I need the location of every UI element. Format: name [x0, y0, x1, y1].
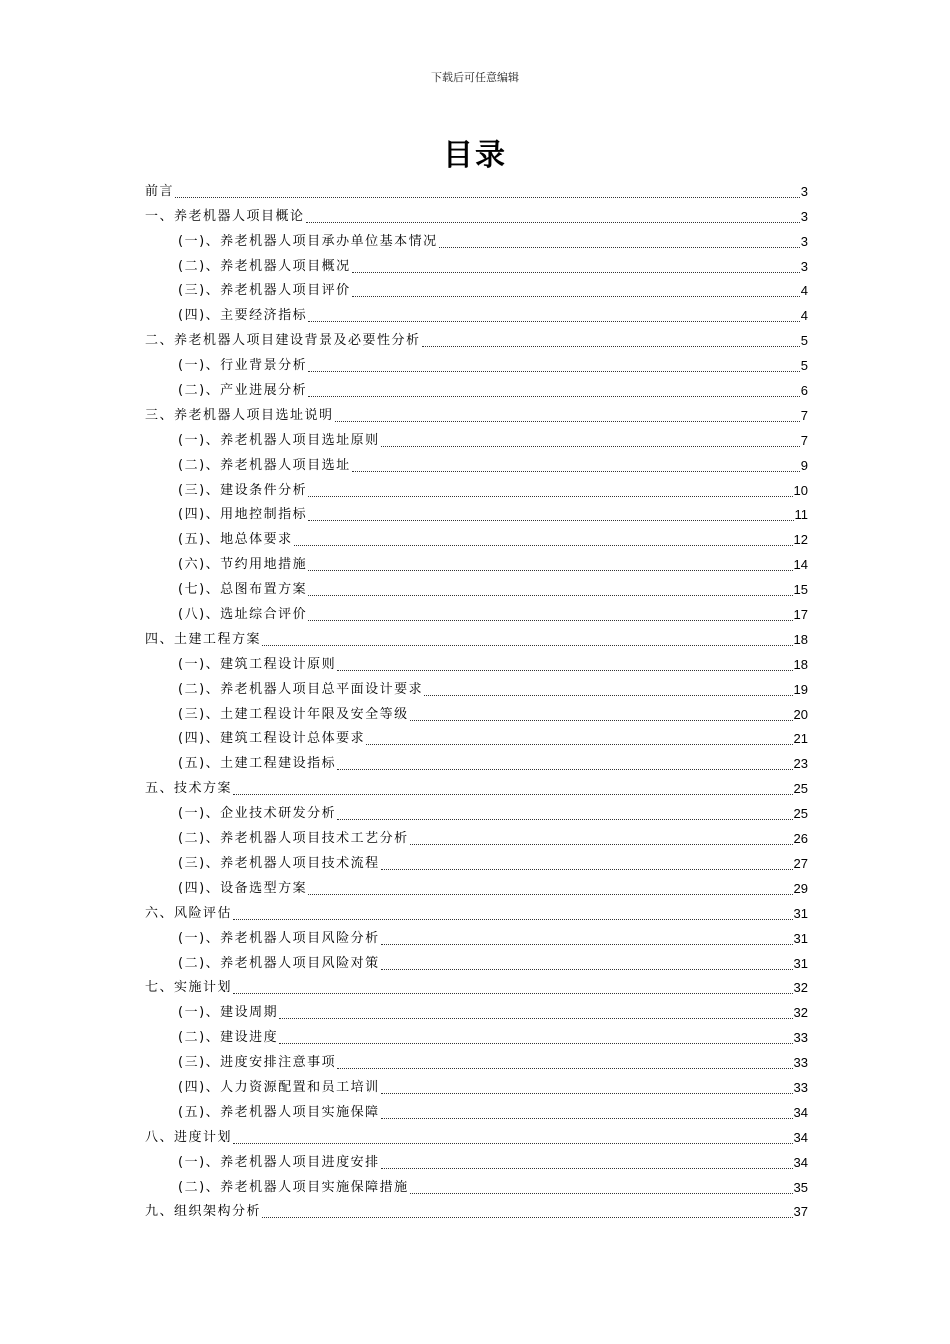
toc-entry-page-number: 25 [793, 781, 808, 797]
toc-entry[interactable] [145, 176, 808, 201]
toc-dot-leader [308, 506, 793, 521]
toc-entry-page-number: 3 [800, 183, 808, 199]
toc-entry-title: (四)、人力资源配置和员工培训 [178, 1079, 380, 1095]
toc-entry[interactable] [145, 425, 808, 450]
toc-entry[interactable] [145, 823, 808, 848]
toc-entry-title: (二)、养老机器人项目实施保障措施 [178, 1179, 409, 1195]
toc-dot-leader [337, 1054, 792, 1069]
toc-entry-page-number: 34 [793, 1104, 808, 1120]
toc-dot-leader [410, 830, 793, 845]
toc-entry[interactable] [145, 1072, 808, 1097]
toc-entry-title: (一)、养老机器人项目进度安排 [178, 1154, 380, 1170]
toc-entry[interactable] [145, 276, 808, 301]
toc-entry-page-number: 7 [800, 432, 808, 448]
toc-entry-title: (二)、产业进展分析 [178, 383, 308, 399]
toc-entry-title: 一、养老机器人项目概论 [145, 208, 305, 224]
toc-entry-title: (八)、选址综合评价 [178, 607, 308, 623]
toc-entry-title: (四)、建筑工程设计总体要求 [178, 731, 366, 747]
toc-entry-title: (五)、养老机器人项目实施保障 [178, 1104, 380, 1120]
toc-entry[interactable] [145, 375, 808, 400]
toc-entry-title: 四、土建工程方案 [145, 631, 262, 647]
toc-entry[interactable] [145, 1172, 808, 1197]
toc-entry-title: (一)、建筑工程设计原则 [178, 656, 337, 672]
toc-dot-leader [308, 482, 792, 497]
toc-entry-page-number: 33 [793, 1030, 808, 1046]
toc-entry[interactable] [145, 400, 808, 425]
toc-entry-page-number: 34 [793, 1154, 808, 1170]
toc-entry-title: (一)、企业技术研发分析 [178, 806, 337, 822]
toc-entry-page-number: 23 [793, 756, 808, 772]
toc-entry-page-number: 18 [793, 656, 808, 672]
toc-entry-title: (一)、养老机器人项目承办单位基本情况 [178, 233, 438, 249]
toc-dot-leader [337, 805, 792, 820]
toc-entry[interactable] [145, 475, 808, 500]
toc-dot-leader [308, 606, 792, 621]
toc-entry-title: (一)、养老机器人项目风险分析 [178, 930, 380, 946]
toc-entry-title: 三、养老机器人项目选址说明 [145, 407, 334, 423]
toc-entry-title: 九、组织架构分析 [145, 1204, 262, 1220]
toc-entry[interactable] [145, 1197, 808, 1222]
toc-entry-page-number: 31 [793, 930, 808, 946]
toc-dot-leader [308, 382, 800, 397]
toc-entry-page-number: 7 [800, 407, 808, 423]
toc-entry-page-number: 12 [793, 532, 808, 548]
toc-entry-page-number: 20 [793, 706, 808, 722]
toc-entry-title: 前言 [145, 183, 175, 199]
toc-dot-leader [306, 208, 800, 223]
toc-dot-leader [308, 556, 792, 571]
toc-dot-leader [381, 955, 793, 970]
toc-entry-title: 七、实施计划 [145, 980, 233, 996]
toc-entry-title: (三)、进度安排注意事项 [178, 1055, 337, 1071]
toc-entry[interactable] [145, 450, 808, 475]
toc-dot-leader [262, 631, 793, 646]
toc-entry-page-number: 10 [793, 482, 808, 498]
toc-entry-page-number: 6 [800, 383, 808, 399]
toc-entry-page-number: 21 [793, 731, 808, 747]
toc-entry[interactable] [145, 599, 808, 624]
toc-entry[interactable] [145, 923, 808, 948]
toc-dot-leader [308, 581, 792, 596]
toc-dot-leader [233, 979, 793, 994]
toc-dot-leader [410, 1179, 793, 1194]
toc-entry-page-number: 31 [793, 905, 808, 921]
toc-entry-page-number: 4 [800, 308, 808, 324]
toc-dot-leader [422, 332, 800, 347]
toc-dot-leader [233, 1129, 793, 1144]
toc-entry[interactable] [145, 873, 808, 898]
toc-entry[interactable] [145, 574, 808, 599]
toc-dot-leader [233, 905, 793, 920]
toc-entry-page-number: 32 [793, 980, 808, 996]
toc-dot-leader [337, 755, 792, 770]
toc-entry-title: (四)、用地控制指标 [178, 507, 308, 523]
toc-dot-leader [337, 656, 792, 671]
toc-entry[interactable] [145, 848, 808, 873]
toc-dot-leader [308, 307, 800, 322]
toc-entry[interactable] [145, 1122, 808, 1147]
toc-dot-leader [308, 357, 800, 372]
toc-entry-page-number: 3 [800, 233, 808, 249]
toc-dot-leader [352, 258, 800, 273]
toc-entry-title: (一)、建设周期 [178, 1005, 279, 1021]
toc-dot-leader [381, 930, 793, 945]
toc-entry[interactable] [145, 350, 808, 375]
toc-entry-title: (一)、行业背景分析 [178, 358, 308, 374]
toc-dot-leader [335, 407, 800, 422]
toc-entry[interactable] [145, 773, 808, 798]
toc-entry-page-number: 9 [800, 457, 808, 473]
toc-entry-title: (七)、总图布置方案 [178, 582, 308, 598]
toc-entry[interactable] [145, 948, 808, 973]
toc-entry-page-number: 33 [793, 1055, 808, 1071]
toc-entry-title: 八、进度计划 [145, 1129, 233, 1145]
toc-entry-title: (五)、土建工程建设指标 [178, 756, 337, 772]
toc-dot-leader [279, 1004, 792, 1019]
toc-entry[interactable] [145, 500, 808, 525]
header-note: 下载后可任意编辑 [431, 71, 519, 84]
toc-entry-title: (二)、养老机器人项目总平面设计要求 [178, 681, 424, 697]
toc-entry[interactable] [145, 748, 808, 773]
toc-entry-page-number: 37 [793, 1204, 808, 1220]
toc-dot-leader [381, 1104, 793, 1119]
toc-entry-page-number: 25 [793, 806, 808, 822]
toc-entry[interactable] [145, 898, 808, 923]
toc-dot-leader [352, 282, 800, 297]
toc-entry[interactable] [145, 699, 808, 724]
toc-entry[interactable] [145, 226, 808, 251]
toc-entry-page-number: 17 [793, 607, 808, 623]
toc-dot-leader [424, 681, 792, 696]
toc-entry-title: (二)、养老机器人项目技术工艺分析 [178, 831, 409, 847]
toc-dot-leader [294, 531, 793, 546]
toc-entry-title: (三)、养老机器人项目技术流程 [178, 855, 380, 871]
toc-entry-title: (二)、养老机器人项目风险对策 [178, 955, 380, 971]
toc-entry-title: (四)、设备选型方案 [178, 880, 308, 896]
toc-entry-page-number: 32 [793, 1005, 808, 1021]
toc-entry[interactable] [145, 1147, 808, 1172]
toc-entry-title: (二)、养老机器人项目概况 [178, 258, 351, 274]
toc-entry[interactable] [145, 973, 808, 998]
toc-dot-leader [366, 730, 792, 745]
toc-entry-page-number: 34 [793, 1129, 808, 1145]
toc-entry-title: (三)、建设条件分析 [178, 482, 308, 498]
toc-entry-page-number: 3 [800, 258, 808, 274]
toc-entry-page-number: 5 [800, 333, 808, 349]
toc-entry[interactable] [145, 524, 808, 549]
toc-entry-page-number: 27 [793, 855, 808, 871]
toc-entry-title: (四)、主要经济指标 [178, 308, 308, 324]
toc-entry-page-number: 14 [793, 557, 808, 573]
toc-entry-title: (一)、养老机器人项目选址原则 [178, 432, 380, 448]
toc-dot-leader [352, 457, 800, 472]
toc-entry[interactable] [145, 251, 808, 276]
toc-dot-leader [381, 855, 793, 870]
toc-dot-leader [262, 1203, 793, 1218]
toc-dot-leader [410, 706, 793, 721]
toc-dot-leader [381, 1154, 793, 1169]
toc-entry-page-number: 5 [800, 358, 808, 374]
toc-entry-page-number: 11 [794, 507, 808, 523]
toc-entry[interactable] [145, 325, 808, 350]
toc-entry[interactable] [145, 649, 808, 674]
toc-entry-title: (三)、土建工程设计年限及安全等级 [178, 706, 409, 722]
toc-dot-leader [381, 432, 800, 447]
toc-entry[interactable] [145, 1047, 808, 1072]
toc-entry-title: (五)、地总体要求 [178, 532, 293, 548]
toc-entry-title: 六、风险评估 [145, 905, 233, 921]
toc-entry-title: (三)、养老机器人项目评价 [178, 283, 351, 299]
toc-entry[interactable] [145, 300, 808, 325]
toc-dot-leader [175, 183, 800, 198]
toc-entry[interactable] [145, 798, 808, 823]
toc-entry-title: 二、养老机器人项目建设背景及必要性分析 [145, 333, 421, 349]
toc-entry-title: 五、技术方案 [145, 781, 233, 797]
toc-dot-leader [381, 1079, 793, 1094]
toc-dot-leader [233, 780, 793, 795]
toc-entry-page-number: 4 [800, 283, 808, 299]
toc-dot-leader [308, 880, 792, 895]
toc-entry-page-number: 29 [793, 880, 808, 896]
toc-entry[interactable] [145, 1022, 808, 1047]
toc-entry-page-number: 3 [800, 208, 808, 224]
toc-entry[interactable] [145, 1097, 808, 1122]
toc-entry-page-number: 26 [793, 831, 808, 847]
toc-entry-title: (六)、节约用地措施 [178, 557, 308, 573]
toc-entry[interactable] [145, 624, 808, 649]
page-title: 目录 [443, 138, 507, 173]
toc-dot-leader [279, 1029, 792, 1044]
toc-entry[interactable] [145, 201, 808, 226]
toc-entry[interactable] [145, 674, 808, 699]
toc-entry-page-number: 31 [793, 955, 808, 971]
toc-entry-page-number: 18 [793, 631, 808, 647]
toc-entry[interactable] [145, 997, 808, 1022]
toc-entry-page-number: 33 [793, 1079, 808, 1095]
table-of-contents [145, 176, 808, 1221]
toc-entry[interactable] [145, 724, 808, 749]
toc-entry-page-number: 15 [793, 582, 808, 598]
toc-entry-title: (二)、建设进度 [178, 1030, 279, 1046]
toc-dot-leader [439, 233, 800, 248]
toc-entry-title: (二)、养老机器人项目选址 [178, 457, 351, 473]
toc-entry-page-number: 35 [793, 1179, 808, 1195]
toc-entry-page-number: 19 [793, 681, 808, 697]
toc-entry[interactable] [145, 549, 808, 574]
